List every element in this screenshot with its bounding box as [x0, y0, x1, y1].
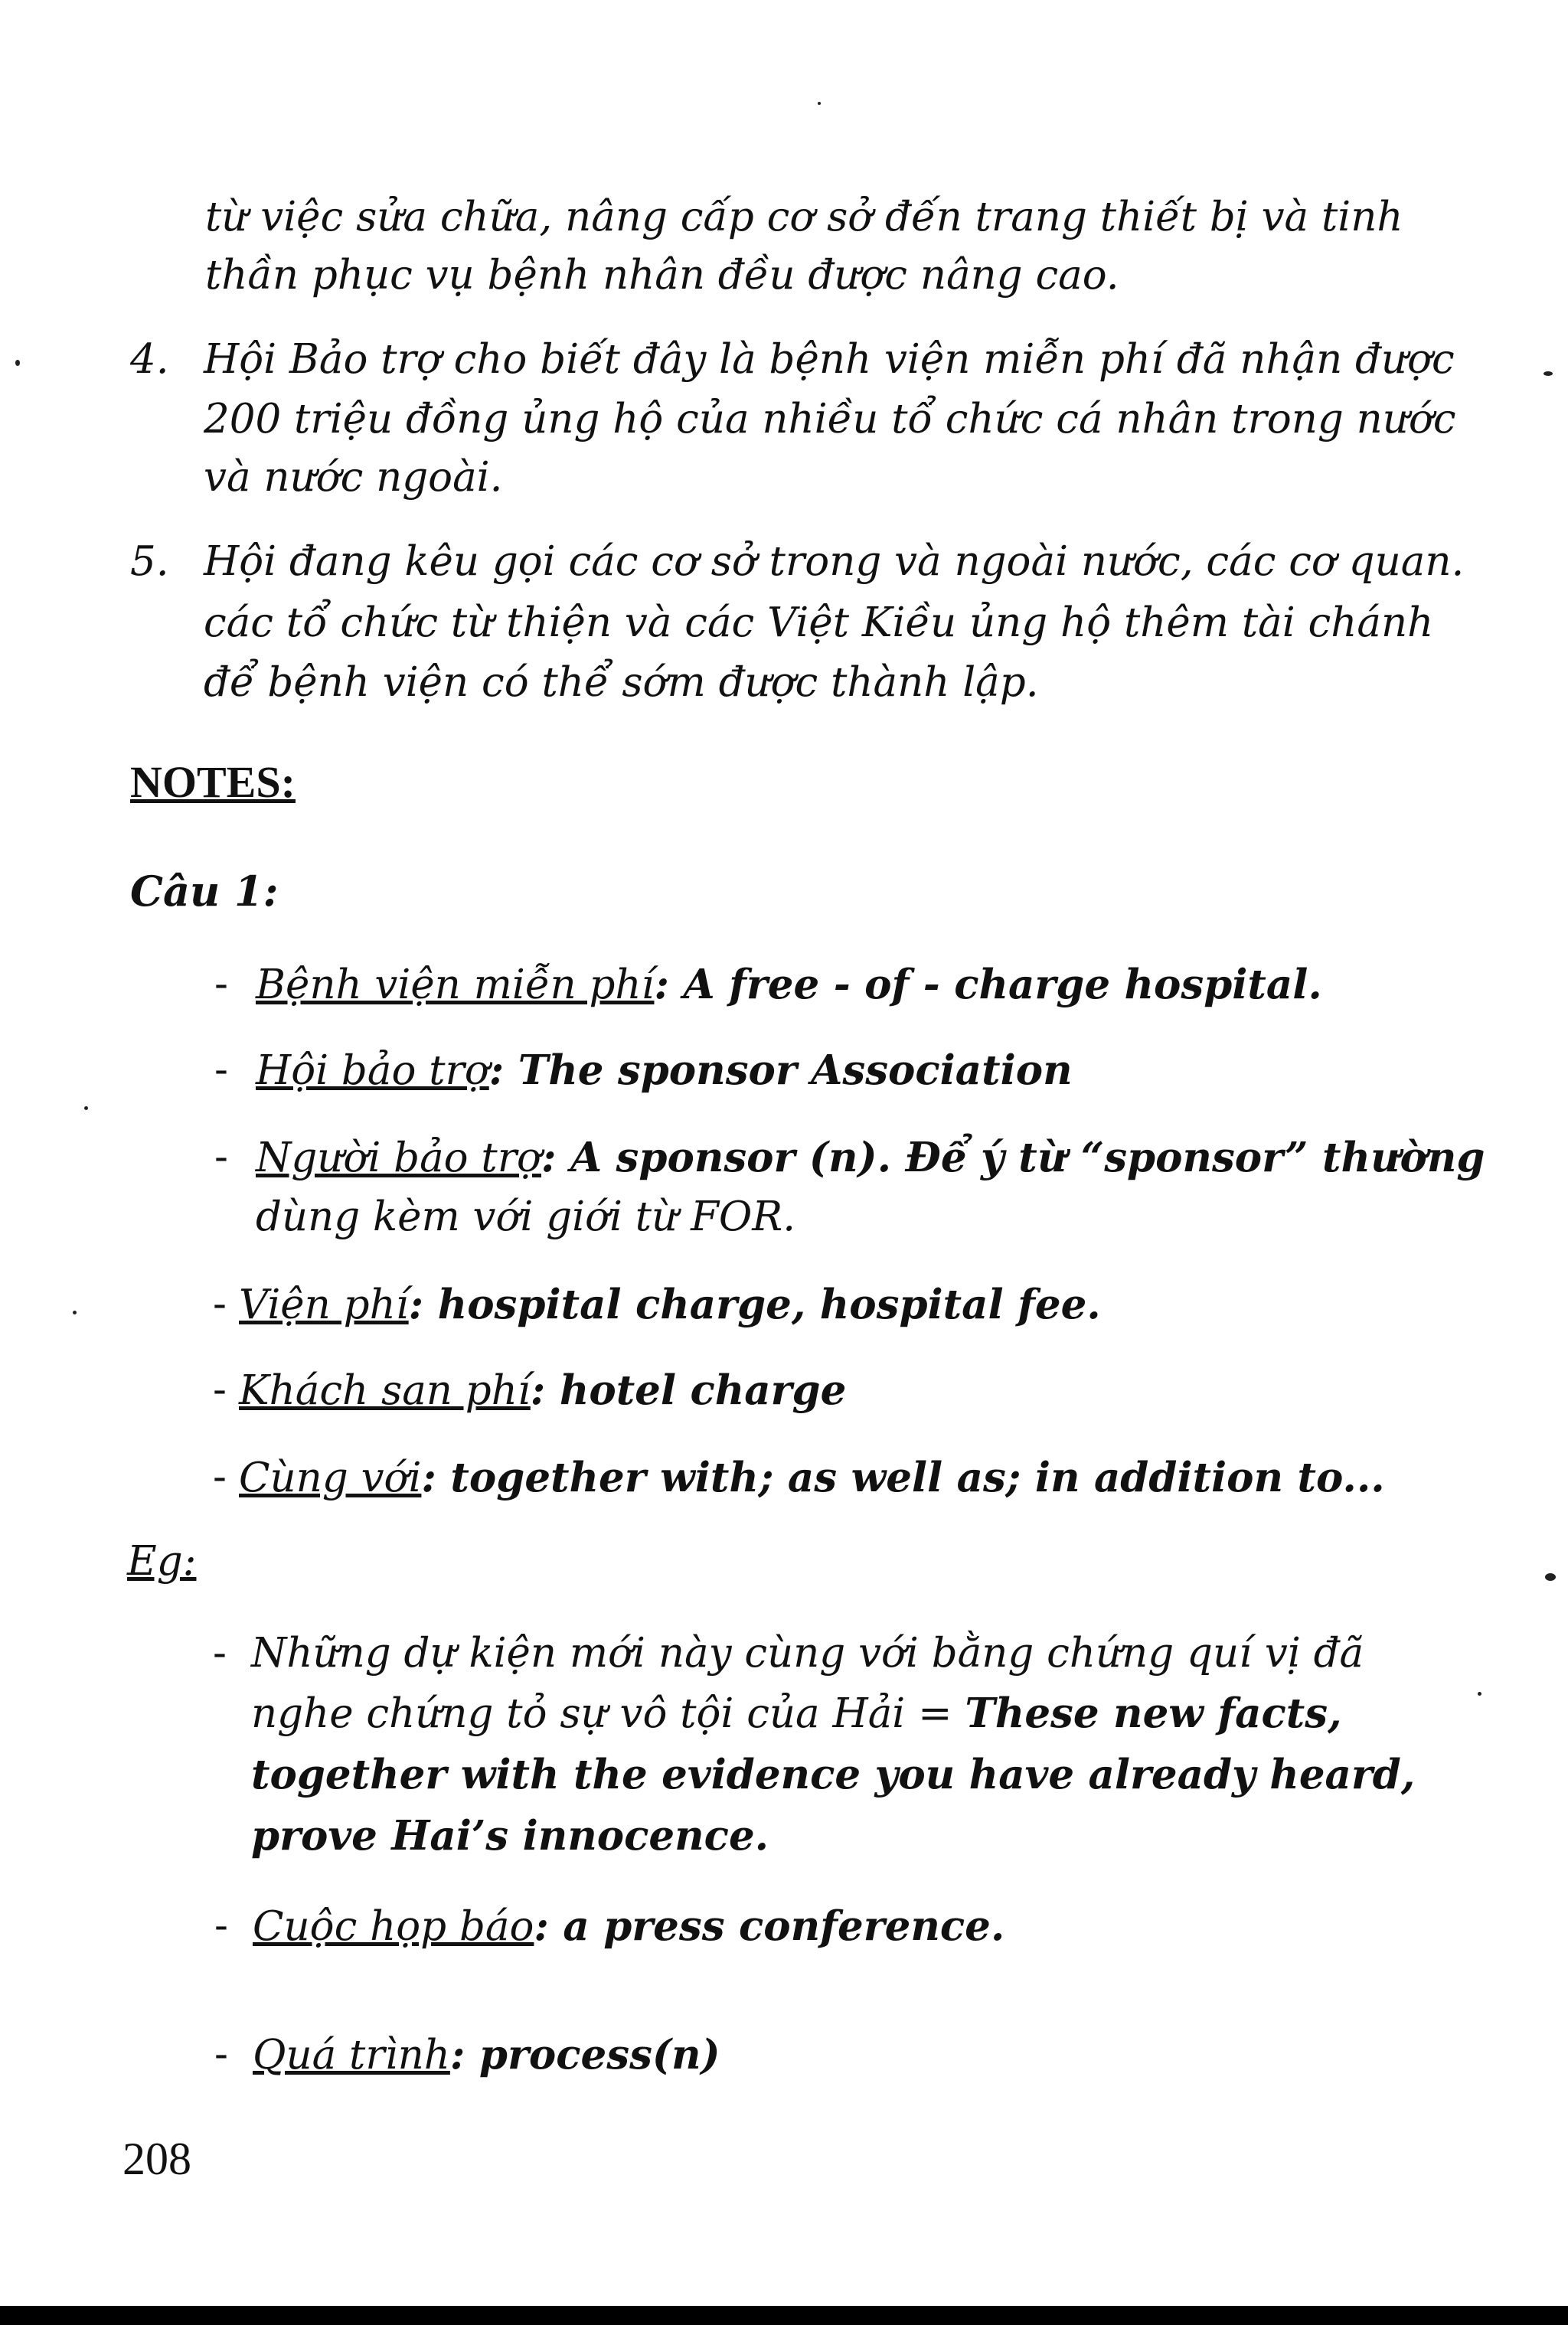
continuation-line: thần phục vụ bệnh nhân đều được nâng cao.: [205, 252, 1119, 299]
item-5-line: để bệnh viện có thể sớm được thành lập.: [204, 659, 1039, 706]
scan-speck: [15, 360, 20, 366]
note-term: Quá trình: [253, 2032, 450, 2078]
example-line: together with the evidence you have already heard,: [251, 1751, 1416, 1798]
note-term: Khách san phí: [239, 1367, 531, 1414]
note-term: Viện phí: [239, 1282, 409, 1328]
note-entry: [256, 1046, 1073, 1096]
note-definition: : A free - of - charge hospital.: [654, 961, 1322, 1008]
note-entry: [239, 1280, 1101, 1330]
scan-speck: [84, 1106, 88, 1110]
note-entry: [256, 1133, 1485, 1183]
note-entry: [239, 1366, 846, 1416]
scan-speck: [818, 102, 821, 105]
note-definition: : hotel charge: [530, 1367, 847, 1414]
notes-heading: NOTES:: [130, 757, 296, 807]
page-number: 208: [122, 2134, 191, 2184]
item-4-line: 200 triệu đồng ủng hộ của nhiều tổ chức cá nhân trong nước: [204, 396, 1456, 442]
note-entry: [256, 960, 1322, 1010]
continuation-line: từ việc sửa chữa, nâng cấp cơ sở đến trang thiết bị và tinh: [205, 194, 1403, 240]
example-line: Những dự kiện mới này cùng với bằng chứng quí vị đã: [251, 1630, 1364, 1677]
scan-speck: [73, 1311, 77, 1314]
item-number: 5.: [130, 538, 169, 585]
note-definition: : The sponsor Association: [488, 1047, 1073, 1094]
bullet-dash: -: [214, 1902, 228, 1949]
item-number: 4.: [130, 336, 169, 383]
bullet-dash: -: [213, 1281, 227, 1327]
bullet-dash: -: [214, 961, 228, 1007]
bullet-dash: -: [213, 1630, 227, 1677]
note-definition: : A sponsor (n). Để ý từ “sponsor” thường: [541, 1134, 1485, 1181]
note-entry: [253, 1902, 1004, 1951]
question-label: Câu 1:: [130, 867, 279, 916]
note-definition: : together with; as well as; in addition to...: [421, 1454, 1385, 1501]
note-definition: : hospital charge, hospital fee.: [408, 1281, 1101, 1328]
note-term: Hội bảo trợ: [256, 1047, 489, 1094]
note-term: Cuộc họp báo: [253, 1903, 534, 1950]
item-4-line: và nước ngoài.: [204, 454, 503, 501]
note-term: Người bảo trợ: [256, 1135, 541, 1181]
bullet-dash: -: [214, 1047, 228, 1093]
note-entry: [239, 1453, 1385, 1503]
note-term: Bệnh viện miễn phí: [256, 962, 655, 1008]
example-label: Eg:: [127, 1538, 197, 1585]
item-5-line: Hội đang kêu gọi các cơ sở trong và ngoài nước, các cơ quan.: [204, 538, 1465, 585]
bullet-dash: -: [213, 1367, 227, 1413]
example-english: These new facts,: [965, 1690, 1342, 1737]
example-line: prove Hai’s innocence.: [251, 1812, 769, 1860]
note-term: Cùng với: [239, 1455, 422, 1501]
page-bottom-edge: [0, 2306, 1568, 2325]
note-definition: : a press conference.: [534, 1902, 1005, 1950]
note-definition: : process(n): [449, 2031, 720, 2078]
item-4-line: Hội Bảo trợ cho biết đây là bệnh viện miễn phí đã nhận được: [204, 336, 1455, 383]
note-entry: [253, 2030, 720, 2080]
example-vietnamese: nghe chứng tỏ sự vô tội của Hải =: [251, 1690, 965, 1737]
scan-speck: [1544, 371, 1553, 376]
scan-speck: [1478, 1692, 1481, 1696]
item-5-line: các tổ chức từ thiện và các Việt Kiều ủng hộ thêm tài chánh: [204, 599, 1434, 646]
example-line: [251, 1689, 1342, 1739]
bullet-dash: -: [214, 2031, 228, 2078]
scan-speck: [1545, 1573, 1556, 1581]
note-entry-continuation: dùng kèm với giới từ FOR.: [256, 1194, 796, 1240]
bullet-dash: -: [213, 1454, 227, 1500]
bullet-dash: -: [214, 1134, 228, 1180]
